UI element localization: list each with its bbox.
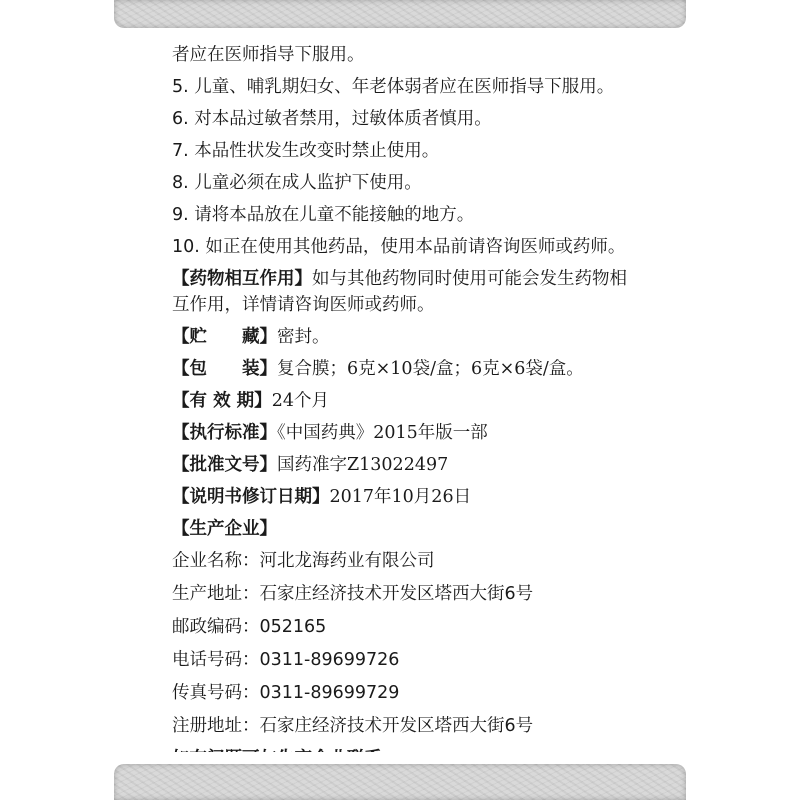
interaction-label: 【药物相互作用】 xyxy=(172,269,312,289)
validity-label: 【有 效 期】 xyxy=(172,391,272,411)
section-storage xyxy=(172,324,642,350)
warning-5: 5. 儿童、哺乳期妇女、年老体弱者应在医师指导下服用。 xyxy=(172,77,615,97)
warning-continuation: 者应在医师指导下服用。 xyxy=(172,45,365,65)
company-name: 企业名称：河北龙海药业有限公司 xyxy=(172,551,435,571)
bottom-border-strip xyxy=(114,764,686,800)
postcode: 邮政编码：052165 xyxy=(172,617,327,637)
section-package xyxy=(172,356,642,382)
manufacturer-label: 【生产企业】 xyxy=(172,519,277,539)
approval-text: 国药准字Z13022497 xyxy=(277,455,449,475)
registered-address: 注册地址：石家庄经济技术开发区塔西大街6号 xyxy=(172,716,534,736)
production-address: 生产地址：石家庄经济技术开发区塔西大街6号 xyxy=(172,584,534,604)
company-info xyxy=(172,548,642,739)
section-approval xyxy=(172,452,642,478)
bottom-border xyxy=(0,752,800,800)
warning-8: 8. 儿童必须在成人监护下使用。 xyxy=(172,173,422,193)
warning-9: 9. 请将本品放在儿童不能接触的地方。 xyxy=(172,205,475,225)
phone-number: 电话号码：0311-89699726 xyxy=(172,650,400,670)
top-border-strip xyxy=(114,0,686,28)
approval-label: 【批准文号】 xyxy=(172,455,277,475)
section-interaction xyxy=(172,266,642,318)
section-manufacturer xyxy=(172,516,642,542)
validity-text: 24个月 xyxy=(271,391,329,411)
interaction-text: 如与其他药物同时使用可能会发生药物相互作用，详情请咨询医师或药师。 xyxy=(172,269,627,315)
leaflet-page xyxy=(172,42,642,778)
section-standard xyxy=(172,420,642,446)
revision-label: 【说明书修订日期】 xyxy=(172,487,330,507)
warning-6: 6. 对本品过敏者禁用，过敏体质者慎用。 xyxy=(172,109,492,129)
package-label: 【包 装】 xyxy=(172,359,277,379)
top-border xyxy=(0,0,800,38)
storage-label: 【贮 藏】 xyxy=(172,327,277,347)
standard-label: 【执行标准】 xyxy=(172,423,277,443)
fax-number: 传真号码：0311-89699729 xyxy=(172,683,400,703)
revision-text: 2017年10月26日 xyxy=(329,487,472,507)
standard-text: 《中国药典》2015年版一部 xyxy=(277,423,488,443)
warning-7: 7. 本品性状发生改变时禁止使用。 xyxy=(172,141,440,161)
warning-10: 10. 如正在使用其他药品，使用本品前请咨询医师或药师。 xyxy=(172,237,626,257)
package-text: 复合膜；6克×10袋/盒；6克×6袋/盒。 xyxy=(277,359,584,379)
storage-text: 密封。 xyxy=(277,327,330,347)
section-validity xyxy=(172,388,642,414)
section-revision xyxy=(172,484,642,510)
